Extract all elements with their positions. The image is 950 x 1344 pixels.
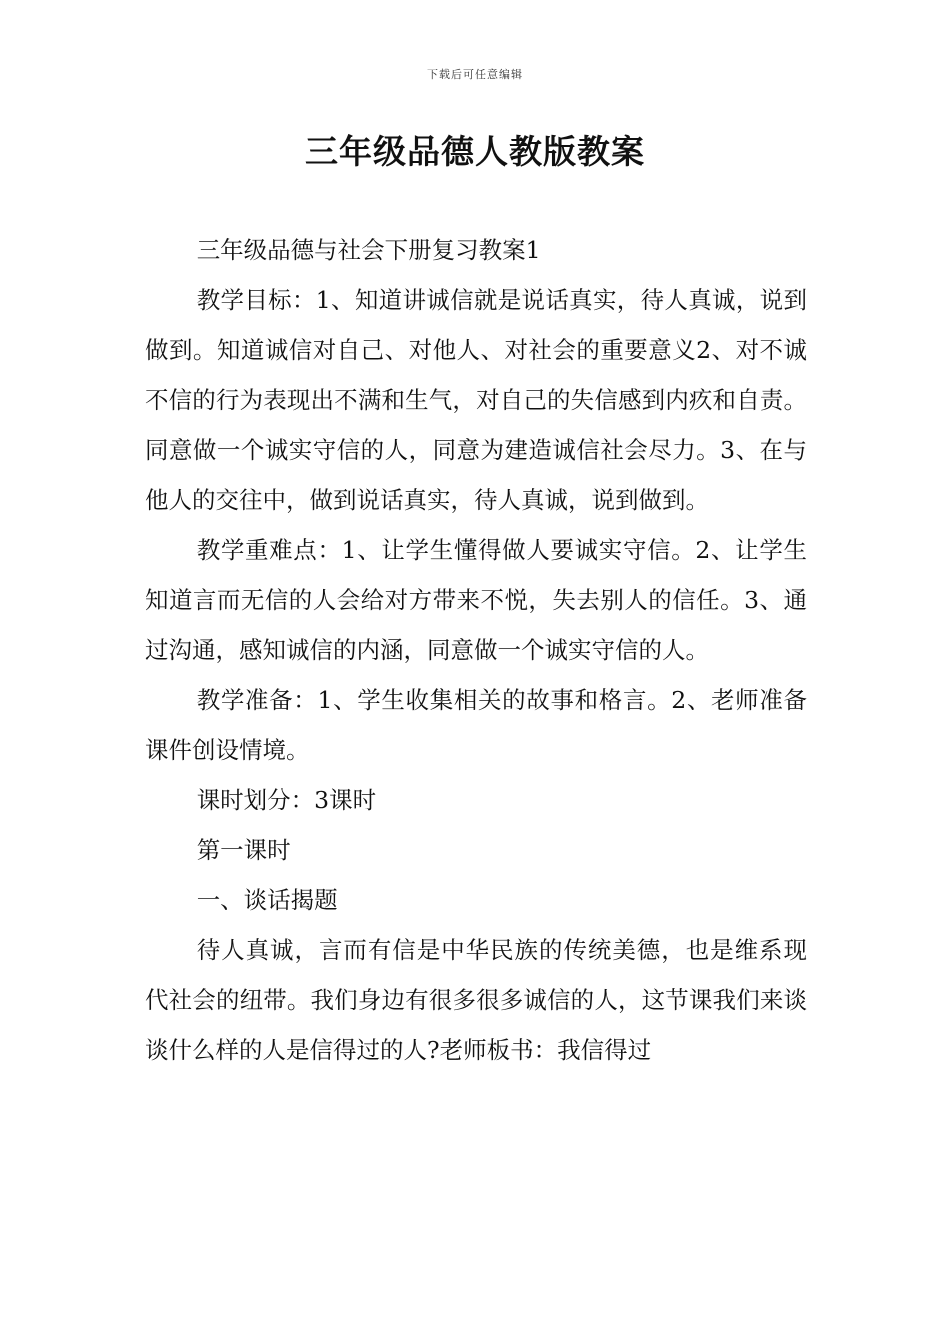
header-note: 下载后可任意编辑 xyxy=(427,68,523,81)
document-title: 三年级品德人教版教案 xyxy=(305,132,645,171)
document-body xyxy=(145,225,807,1075)
paragraph-class-hours: 课时划分：3课时 xyxy=(196,786,377,814)
paragraph-first-lesson: 第一课时 xyxy=(196,836,291,864)
paragraph-key-points: 教学重难点：1、让学生懂得做人要诚实守信。2、让学生知道言而无信的人会给对方带来不悦，失去别人的信任。3、通过沟通，感知诚信的内涵，同意做一个诚实守信的人。 xyxy=(145,536,807,664)
paragraph-intro: 待人真诚，言而有信是中华民族的传统美德，也是维系现代社会的纽带。我们身边有很多很多诚信的人，这节课我们来谈谈什么样的人是信得过的人?老师板书：我信得过 xyxy=(145,936,807,1064)
paragraph-section-heading: 一、谈话揭题 xyxy=(196,886,338,914)
paragraph-teaching-goals: 教学目标：1、知道讲诚信就是说话真实，待人真诚，说到做到。知道诚信对自己、对他人、对社会的重要意义2、对不诚不信的行为表现出不满和生气，对自己的失信感到内疚和自责。同意做一个诚实守信的人，同意为建造诚信社会尽力。3、在与他人的交往中，做到说话真实，待人真诚，说到做到。 xyxy=(145,286,807,514)
paragraph-preparation: 教学准备：1、学生收集相关的故事和格言。2、老师准备课件创设情境。 xyxy=(145,686,807,764)
paragraph-subtitle: 三年级品德与社会下册复习教案1 xyxy=(196,236,541,264)
